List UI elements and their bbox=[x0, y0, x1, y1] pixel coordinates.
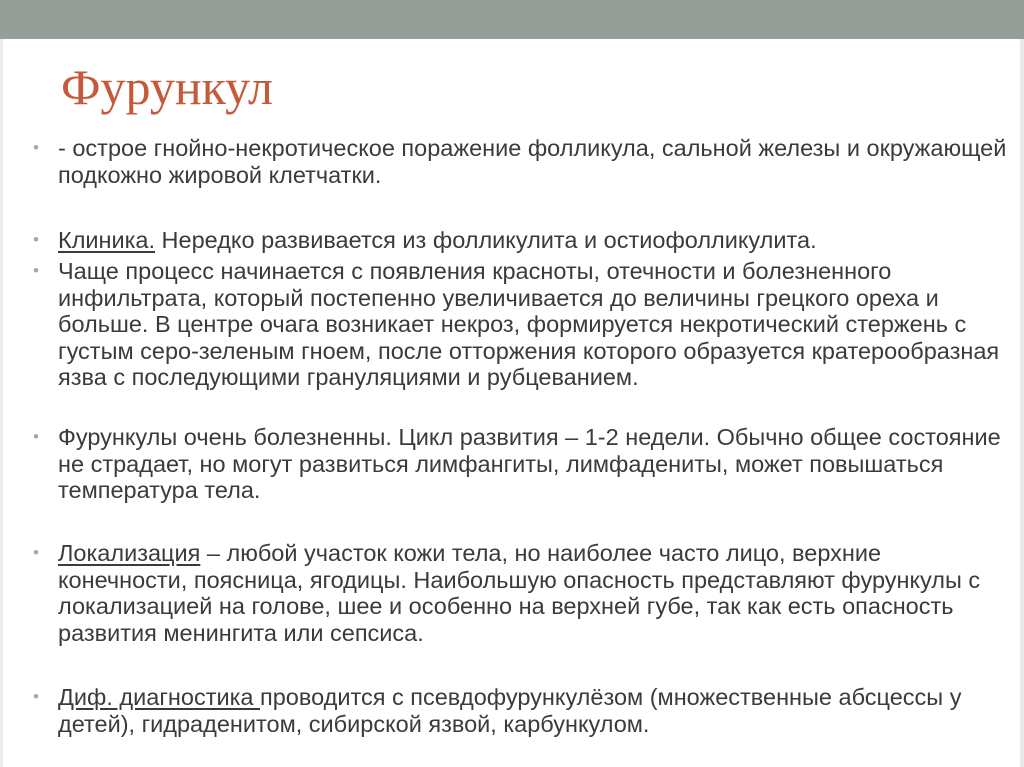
bullet-definition bbox=[58, 135, 1008, 188]
bullet-localization bbox=[58, 540, 1008, 646]
bullet-localization-text: – любой участок кожи тела, но наиболее часто лицо, верхние конечности, поясница, ягодицы. Наибольшую опасность представляют фурункулы с локализацией на голове, шее и особенно на верхней губе, так как есть опасность развития менингита или сепсиса. bbox=[58, 540, 981, 646]
bullet-differential bbox=[58, 684, 1008, 737]
bullet-process bbox=[58, 258, 1008, 391]
bullet-definition-text: - острое гнойно-некротическое поражение фолликула, сальной железы и окружающей подкожно жировой клетчатки. bbox=[58, 135, 1007, 188]
bullet-clinic bbox=[58, 227, 1008, 254]
bullet-localization-heading: Локализация bbox=[58, 540, 201, 566]
bullet-course bbox=[58, 424, 1008, 504]
bullet-clinic-heading: Клиника. bbox=[58, 227, 156, 253]
slide-title: Фурункул bbox=[61, 59, 273, 115]
bullet-differential-heading: Диф. диагностика bbox=[58, 684, 260, 710]
bullet-process-text: Чаще процесс начинается с появления красноты, отечности и болезненного инфильтрата, который постепенно увеличивается до величины грецкого ореха и больше. В центре очага возникает некроз, формируется некротический стержень с густым серо-зеленым гноем, после отторжения которого образуется кратерообразная язва с последующими грануляциями и рубцеванием. bbox=[58, 258, 1000, 390]
bullet-course-text: Фурункулы очень болезненны. Цикл развития – 1-2 недели. Обычно общее состояние не страдает, но могут развиться лимфангиты, лимфадениты, может повышаться температура тела. bbox=[58, 424, 1001, 503]
bullet-differential-text: проводится с псевдофурункулёзом (множественные абсцессы у детей), гидраденитом, сибирской язвой, карбункулом. bbox=[58, 684, 962, 737]
bullet-clinic-text: Нередко развивается из фолликулита и остиофолликулита. bbox=[155, 227, 817, 253]
